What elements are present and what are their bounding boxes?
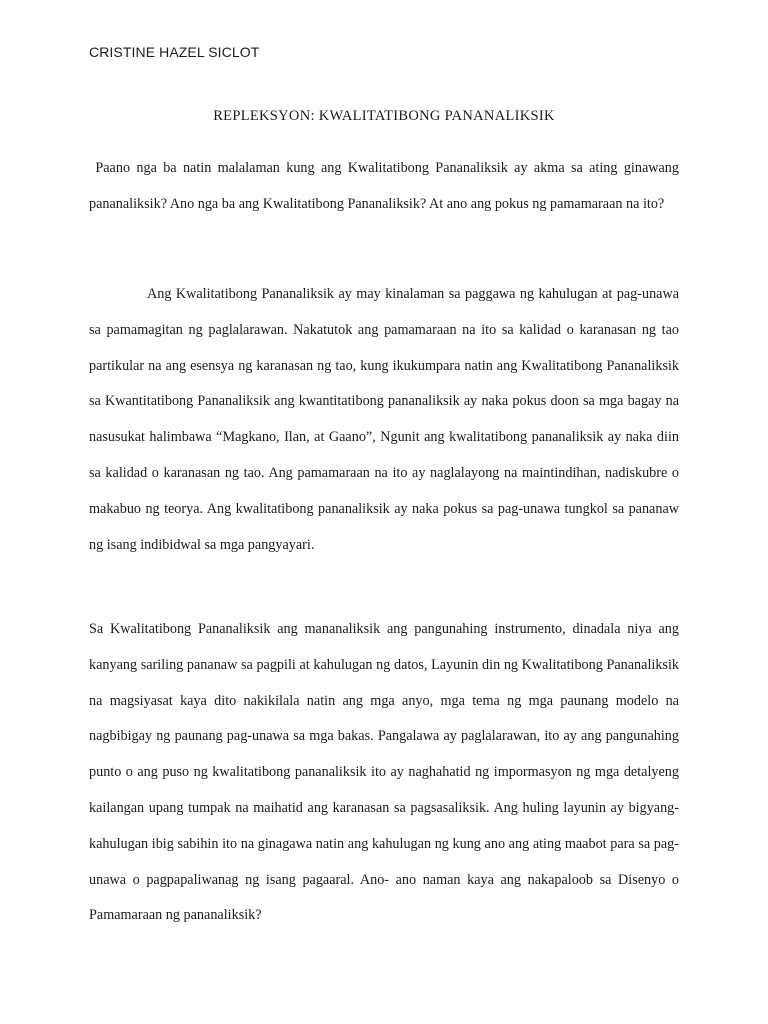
paragraph-intro: Paano nga ba natin malalaman kung ang Kwalitatibong Pananaliksik ay akma sa ating ginawang pananaliksik? Ano nga ba ang Kwalitatibong Pananaliksik? At ano ang pokus ng pamamaraan na ito? — [89, 160, 683, 212]
paragraph-definition: Ang Kwalitatibong Pananaliksik ay may kinalaman sa paggawa ng kahulugan at pag-unawa sa pamamagitan ng paglalarawan. Nakatutok ang pamamaraan na ito sa kalidad o karanasan ng tao partikular na ang esensya ng karanasan ng tao, kung ikukumpara natin ang Kwalitatibong Pananaliksik sa Kwantitatibong Pananaliksik ang kwantitatibong pananaliksik ay naka pokus doon sa mga bagay na nasusukat halimbawa “Magkano, Ilan, at Gaano”, Ngunit ang kwalitatibong pananaliksik ay naka diin sa kalidad o karanasan ng tao. Ang pamamaraan na ito ay naglalayong na maintindihan, nadiskubre o makabuo ng teorya. Ang kwalitatibong pananaliksik ay naka pokus sa pag-unawa tungkol sa pananaw ng isang indibidwal sa mga pangyayari. — [89, 286, 679, 553]
author-name: CRISTINE HAZEL SICLOT — [89, 44, 260, 60]
document-title: REPLEKSYON: KWALITATIBONG PANANALIKSIK — [213, 108, 555, 124]
paragraph-researcher-role: Sa Kwalitatibong Pananaliksik ang mananaliksik ang pangunahing instrumento, dinadala niya ang kanyang sariling pananaw sa pagpili at kahulugan ng datos, Layunin din ng Kwalitatibong Pananaliksik na magsiyasat kaya dito nakikilala natin ang mga anyo, mga tema ng mga paunang modelo na nagbibigay ng paunang pag-unawa sa mga bakas. Pangalawa ay paglalarawan, ito ay ang pangunahing punto o ang puso ng kwalitatibong pananaliksik ito ay naghahatid ng impormasyon ng mga detalyeng kailangan upang tumpak na maihatid ang karanasan sa pagsasaliksik. Ang huling layunin ay bigyang-kahulugan ibig sabihin ito na ginagawa natin ang kahulugan ng kung ano ang ating maabot para sa pag-unawa o pagpapaliwanag ng isang pagaaral. Ano- ano naman kaya ang nakapaloob sa Disenyo o Pamamaraan ng pananaliksik? — [89, 621, 679, 924]
